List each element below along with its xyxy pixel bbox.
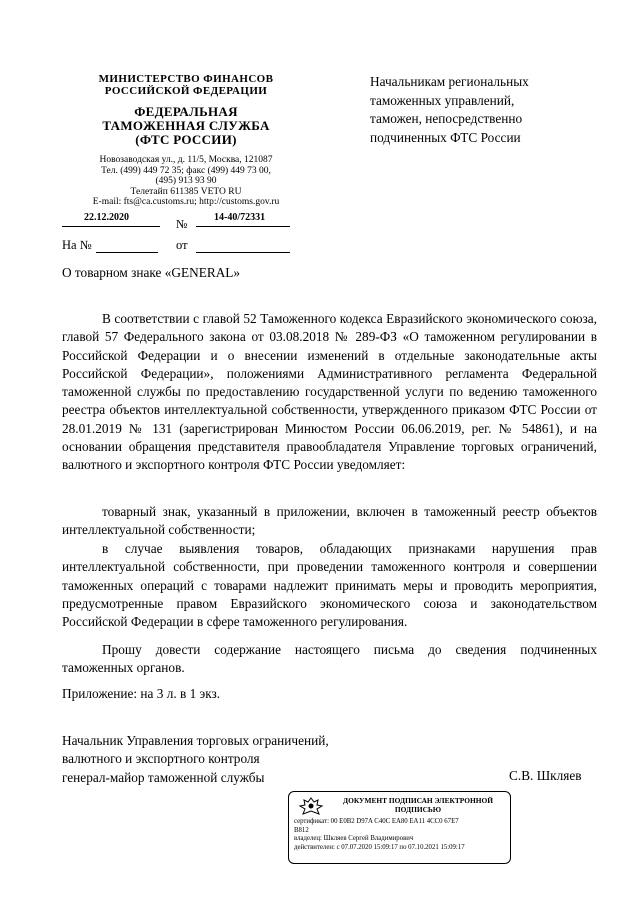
contact-info: Новозаводская ул., д. 11/5, Москва, 121087 Тел. (499) 449 72 35; факс (499) 449 73 00, (495) 913 93 90 Телетайп 611385 VETO RU E-mail: fts@ca.customs.ru; http://customs.gov.ru <box>92 155 280 208</box>
electronic-signature-stamp <box>288 791 511 864</box>
ref-date-line <box>196 252 290 253</box>
document-number: 14-40/72331 <box>214 212 266 223</box>
body-paragraph-3: в случае выявления товаров, обладающих признаками нарушения прав интеллектуальной собственности, при проведении таможенного контроля и совершении таможенных операций с товарами надлежит принимать меры и проводить мероприятия, предусмотренные правом Евразийского экономического союза и законодательством Российской Федерации в сфере таможенного регулирования. <box>62 541 597 630</box>
recipient-block: Начальникам региональных таможенных управлений, таможен, непосредственно подчиненных ФТС России <box>370 74 529 145</box>
signatory-title: Начальник Управления торговых ограничений, валютного и экспортного контроля генерал-майор таможенной службы <box>62 733 329 785</box>
document-date: 22.12.2020 <box>84 212 129 223</box>
stamp-title: ДОКУМЕНТ ПОДПИСАН ЭЛЕКТРОННОЙ ПОДПИСЬЮ <box>343 796 493 814</box>
service-name: ФЕДЕРАЛЬНАЯ ТАМОЖЕННАЯ СЛУЖБА (ФТС РОССИИ) <box>102 104 270 147</box>
ref-number-line <box>96 252 158 253</box>
emblem-icon <box>297 796 325 818</box>
letter-subject: О товарном знаке «GENERAL» <box>62 265 241 280</box>
ref-number-label: На № <box>62 238 92 252</box>
ministry-name: МИНИСТЕРСТВО ФИНАНСОВ РОССИЙСКОЙ ФЕДЕРАЦИИ <box>98 73 274 97</box>
signatory-name: С.В. Шкляев <box>509 768 582 783</box>
date-underline <box>62 226 160 227</box>
ref-date-label: от <box>176 238 188 252</box>
stamp-details: сертификат: 00 E0B2 D97A C40C EA80 EA11 4CC0 67E7 B812 владелец: Шкляев Сергей Владимирович действителен: с 07.07.2020 15:09:17 по 07.10.2021 15:09:17 <box>294 818 465 851</box>
body-paragraph-1: В соответствии с главой 52 Таможенного кодекса Евразийского экономического союза, главой 57 Федерального закона от 03.08.2018 № 289-ФЗ «О таможенном регулировании в Российской Федерации и о внесении изменений в отдельные законодательные акты Российской Федерации», положениями Административного регламента Федеральной таможенной службы по предоставлению государственной услуги по ведению таможенного реестра объектов интеллектуальной собственности, утвержденного приказом ФТС России от 28.01.2019 № 131 (зарегистрирован Минюстом России 06.06.2019, рег. № 54861), и на основании обращения представителя правообладателя Управление торговых ограничений, валютного и экспортного контроля ФТС России уведомляет: <box>62 311 597 473</box>
attachment-note: Приложение: на 3 л. в 1 экз. <box>62 686 221 701</box>
number-underline <box>196 226 290 227</box>
number-sign: № <box>176 217 188 231</box>
body-paragraph-2: товарный знак, указанный в приложении, включен в таможенный реестр объектов интеллектуальной собственности; <box>62 504 597 538</box>
body-paragraph-4: Прошу довести содержание настоящего письма до сведения подчиненных таможенных органов. <box>62 642 597 676</box>
